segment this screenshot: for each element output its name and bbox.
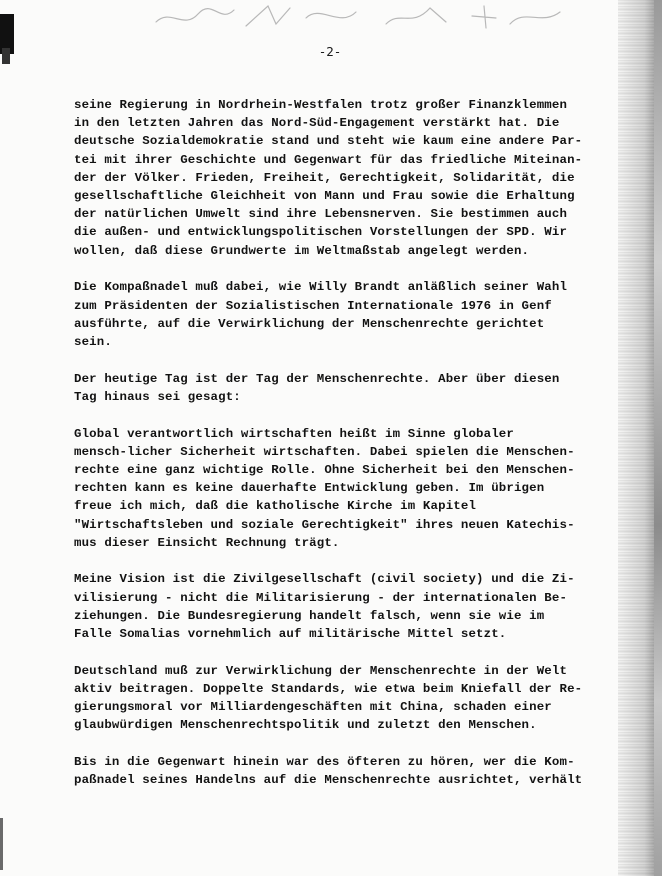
- paragraph: [74, 96, 594, 260]
- text-line: mus dieser Einsicht Rechnung trägt.: [74, 535, 340, 550]
- document-body: [74, 96, 594, 808]
- text-line: paßnadel seines Handelns auf die Menschenrechte ausrichtet, verhält: [74, 773, 583, 788]
- text-line: rechten kann es keine dauerhafte Entwicklung geben. Im übrigen: [74, 481, 545, 496]
- text-line: in den letzten Jahren das Nord-Süd-Engagement verstärkt hat. Die: [74, 116, 560, 131]
- page-number: -2-: [318, 44, 342, 59]
- text-line: gierungsmoral vor Milliardengeschäften mit China, schaden einer: [74, 700, 552, 715]
- text-line: glaubwürdigen Menschenrechtspolitik und zuletzt den Menschen.: [74, 718, 537, 733]
- text-line: deutsche Sozialdemokratie stand und steht wie kaum eine andere Par-: [74, 134, 583, 149]
- scan-punch-mark-lower: [2, 48, 10, 64]
- paragraph: [74, 370, 594, 406]
- bleed-through-scribble: [150, 0, 570, 36]
- text-line: Der heutige Tag ist der Tag der Menschenrechte. Aber über diesen: [74, 371, 560, 386]
- scan-left-edge-mark: [0, 818, 3, 870]
- text-line: Falle Somalias vornehmlich auf militärische Mittel setzt.: [74, 627, 507, 642]
- text-line: tei mit ihrer Geschichte und Gegenwart für das friedliche Miteinan-: [74, 152, 583, 167]
- text-line: gesellschaftliche Gleichheit von Mann und Frau sowie die Erhaltung: [74, 189, 575, 204]
- text-line: mensch-licher Sicherheit wirtschaften. Dabei spielen die Menschen-: [74, 444, 575, 459]
- text-line: "Wirtschaftsleben und soziale Gerechtigkeit" ihres neuen Katechis-: [74, 517, 575, 532]
- text-line: die außen- und entwicklungspolitischen Vorstellungen der SPD. Wir: [74, 225, 568, 240]
- text-line: wollen, daß diese Grundwerte im Weltmaßstab angelegt werden.: [74, 243, 530, 258]
- text-line: Bis in die Gegenwart hinein war des öfteren zu hören, wer die Kom-: [74, 755, 575, 770]
- text-line: freue ich mich, daß die katholische Kirche im Kapitel: [74, 499, 477, 514]
- text-line: aktiv beitragen. Doppelte Standards, wie etwa beim Kniefall der Re-: [74, 681, 583, 696]
- text-line: sein.: [74, 334, 112, 349]
- text-line: vilisierung - nicht die Militarisierung - der internationalen Be-: [74, 590, 568, 605]
- text-line: Tag hinaus sei gesagt:: [74, 389, 241, 404]
- text-line: der der Völker. Frieden, Freiheit, Gerechtigkeit, Solidarität, die: [74, 170, 575, 185]
- text-line: ausführte, auf die Verwirklichung der Menschenrechte gerichtet: [74, 316, 545, 331]
- paragraph: [74, 425, 594, 552]
- paragraph: [74, 278, 594, 351]
- text-line: Meine Vision ist die Zivilgesellschaft (civil society) und die Zi-: [74, 572, 575, 587]
- text-line: Global verantwortlich wirtschaften heißt im Sinne globaler: [74, 426, 514, 441]
- text-line: Die Kompaßnadel muß dabei, wie Willy Brandt anläßlich seiner Wahl: [74, 280, 568, 295]
- text-line: rechte eine ganz wichtige Rolle. Ohne Sicherheit bei den Menschen-: [74, 462, 575, 477]
- paragraph: [74, 753, 594, 789]
- text-line: seine Regierung in Nordrhein-Westfalen trotz großer Finanzklemmen: [74, 98, 568, 112]
- text-line: ziehungen. Die Bundesregierung handelt falsch, wenn sie wie im: [74, 608, 545, 623]
- paragraph: [74, 570, 594, 643]
- paragraph: [74, 662, 594, 735]
- text-line: Deutschland muß zur Verwirklichung der Menschenrechte in der Welt: [74, 663, 568, 678]
- scan-edge-border: [654, 0, 662, 876]
- text-line: der natürlichen Umwelt sind ihre Lebensnerven. Sie bestimmen auch: [74, 207, 568, 222]
- text-line: zum Präsidenten der Sozialistischen Internationale 1976 in Genf: [74, 298, 552, 313]
